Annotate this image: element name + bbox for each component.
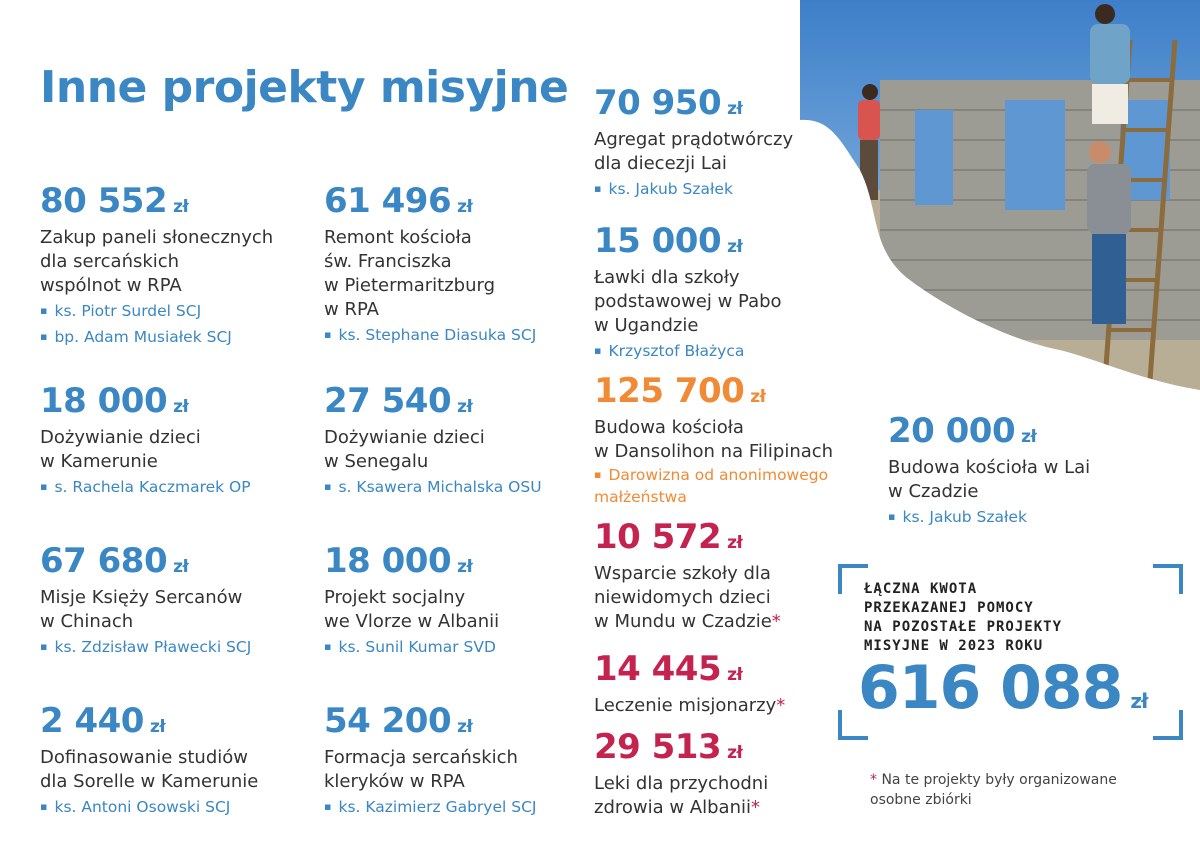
person-item: ▪ ks. Sunil Kumar SVD xyxy=(324,634,499,660)
project-people xyxy=(40,298,273,350)
person-item: ▪ s. Rachela Kaczmarek OP xyxy=(40,474,251,500)
project-amount: 27 540 zł xyxy=(324,381,473,421)
project-description: Dożywianie dzieci w Kamerunie xyxy=(40,427,201,472)
project-description: Projekt socjalny we Vlorze w Albanii xyxy=(324,587,500,632)
total-box xyxy=(838,564,1183,740)
project-description: Misje Księży Sercanów w Chinach xyxy=(40,587,243,632)
project-card xyxy=(40,542,251,660)
project-people xyxy=(40,634,251,660)
person-item: ▪ ks. Jakub Szałek xyxy=(888,504,1090,530)
person-item: ▪ ks. Piotr Surdel SCJ xyxy=(40,298,273,324)
project-card xyxy=(324,382,542,500)
footnote: * Na te projekty były organizowane osobne zbiórki xyxy=(870,772,1117,808)
project-card xyxy=(594,372,844,508)
person-item: ▪ Krzysztof Błażyca xyxy=(594,338,782,364)
person-item: ▪ ks. Antoni Osowski SCJ xyxy=(40,794,258,820)
project-people xyxy=(324,322,536,348)
project-description: Budowa kościoła w Dansolihon na Filipinach xyxy=(594,417,834,462)
project-amount: 18 000 zł xyxy=(324,541,473,581)
person-item: ▪ s. Ksawera Michalska OSU xyxy=(324,474,542,500)
project-amount: 61 496 zł xyxy=(324,181,473,221)
project-description: Remont kościoła św. Franciszka w Pietermaritzburg w RPA xyxy=(324,227,496,320)
project-people xyxy=(594,176,793,202)
project-amount: 125 700 zł xyxy=(594,371,766,411)
construction-photo xyxy=(800,0,1200,395)
person-item: ▪ ks. Zdzisław Pławecki SCJ xyxy=(40,634,251,660)
project-amount: 67 680 zł xyxy=(40,541,189,581)
project-card xyxy=(324,182,536,348)
project-people xyxy=(324,474,542,500)
project-people xyxy=(888,504,1090,530)
corner-bracket xyxy=(1153,710,1183,740)
person-item: ▪ ks. Kazimierz Gabryel SCJ xyxy=(324,794,536,820)
total-amount: 616 088 zł xyxy=(858,653,1148,723)
project-amount: 20 000 zł xyxy=(888,411,1037,451)
project-amount: 54 200 zł xyxy=(324,701,473,741)
project-description: Dożywianie dzieci w Senegalu xyxy=(324,427,485,472)
project-card xyxy=(40,182,273,350)
page-title: Inne projekty misyjne xyxy=(40,62,569,113)
project-description: Leki dla przychodni zdrowia w Albanii* xyxy=(594,773,769,818)
project-card xyxy=(594,84,793,202)
project-card xyxy=(888,412,1090,530)
project-people xyxy=(594,338,782,364)
project-description: Zakup paneli słonecznych dla sercańskich wspólnot w RPA xyxy=(40,227,274,296)
project-description: Formacja sercańskich kleryków w RPA xyxy=(324,747,518,792)
person-item: ▪ bp. Adam Musiałek SCJ xyxy=(40,324,273,350)
project-description: Dofinasowanie studiów dla Sorelle w Kamerunie xyxy=(40,747,259,792)
project-amount: 70 950 zł xyxy=(594,83,743,123)
project-card xyxy=(594,728,768,820)
project-card xyxy=(324,702,536,820)
project-donor xyxy=(594,464,844,508)
project-card xyxy=(594,222,782,364)
project-people xyxy=(324,794,536,820)
person-item: ▪ ks. Jakub Szałek xyxy=(594,176,793,202)
project-description: Leczenie misjonarzy* xyxy=(594,695,786,716)
project-card xyxy=(594,518,781,634)
project-card xyxy=(594,650,785,718)
donor-item: ▪ Darowizna od anonimowego małżeństwa xyxy=(594,464,844,508)
project-card xyxy=(40,382,251,500)
project-amount: 10 572 zł xyxy=(594,517,743,557)
project-amount: 14 445 zł xyxy=(594,649,743,689)
project-people xyxy=(40,474,251,500)
project-description: Budowa kościoła w Lai w Czadzie xyxy=(888,457,1091,502)
project-amount: 15 000 zł xyxy=(594,221,743,261)
project-amount: 29 513 zł xyxy=(594,727,743,767)
project-description: Agregat prądotwórczy dla diecezji Lai xyxy=(594,129,794,174)
project-card xyxy=(40,702,258,820)
project-amount: 80 552 zł xyxy=(40,181,189,221)
project-description: Ławki dla szkoły podstawowej w Pabo w Ugandzie xyxy=(594,267,782,336)
project-amount: 2 440 zł xyxy=(40,701,166,741)
project-description: Wsparcie szkoły dla niewidomych dzieci w Mundu w Czadzie* xyxy=(594,563,781,632)
project-amount: 18 000 zł xyxy=(40,381,189,421)
project-card xyxy=(324,542,499,660)
project-people xyxy=(40,794,258,820)
project-people xyxy=(324,634,499,660)
total-label: ŁĄCZNA KWOTA PRZEKAZANEJ POMOCY NA POZOSTAŁE PROJEKTY MISYJNE W 2023 ROKU xyxy=(864,581,1063,654)
person-item: ▪ ks. Stephane Diasuka SCJ xyxy=(324,322,536,348)
